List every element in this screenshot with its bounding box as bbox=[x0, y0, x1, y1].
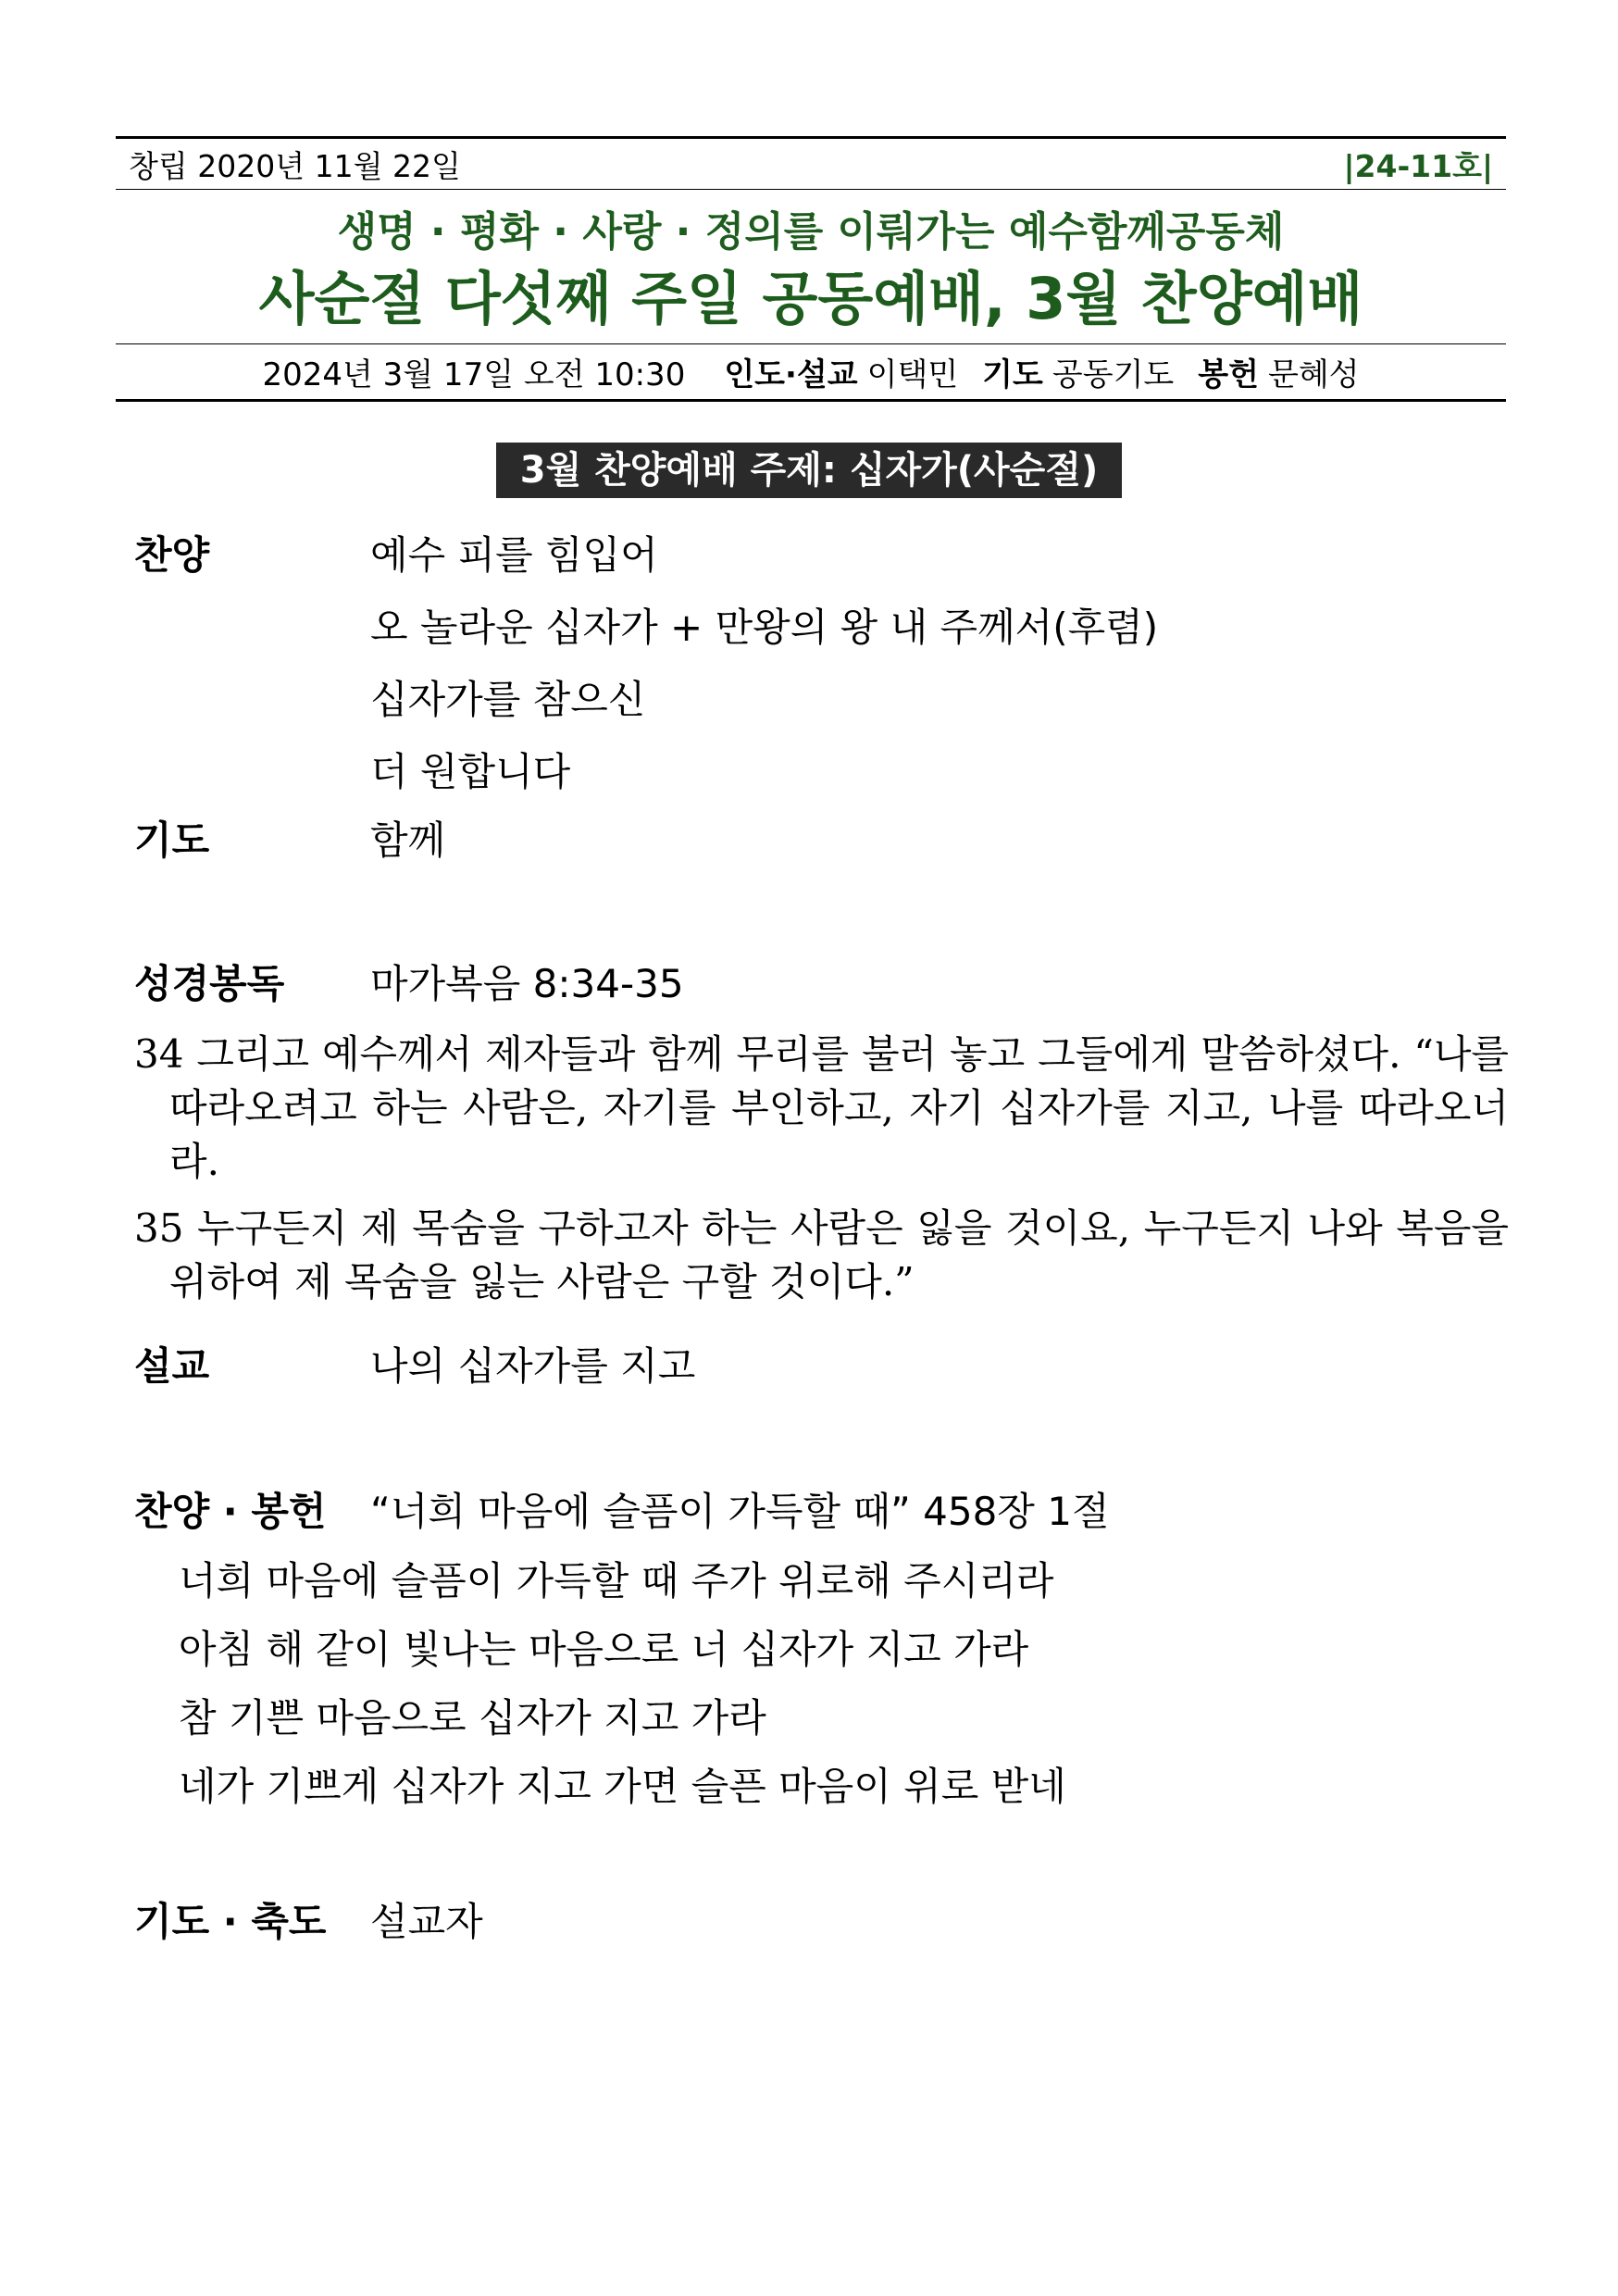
founded-rule bbox=[116, 189, 1506, 190]
praise-section bbox=[134, 530, 1158, 818]
praise-label: 찬양 bbox=[134, 532, 210, 578]
prayer-label: 기도 bbox=[134, 817, 210, 863]
benediction-section bbox=[134, 1896, 483, 1948]
prayer-leader-name: 공동기도 bbox=[1052, 356, 1175, 393]
founded-row bbox=[116, 139, 1506, 189]
offering-leader-name: 문혜성 bbox=[1267, 356, 1360, 393]
reading-section bbox=[134, 958, 684, 1010]
praise-songs bbox=[370, 530, 1158, 818]
lead-label: 인도·설교 bbox=[724, 356, 858, 393]
praise-song: 예수 피를 힘입어 bbox=[370, 532, 658, 578]
sermon-title: 나의 십자가를 지고 bbox=[370, 1343, 696, 1389]
scripture-text bbox=[134, 1028, 1509, 1322]
benediction-label: 기도 · 축도 bbox=[134, 1899, 327, 1944]
prayer-value: 함께 bbox=[370, 817, 446, 863]
lyric-line: 참 기쁜 마음으로 십자가 지고 가라 bbox=[179, 1695, 766, 1741]
praise-song: 십자가를 참으신 bbox=[370, 677, 646, 722]
offering-hymn-label: 찬양 · 봉헌 bbox=[134, 1489, 327, 1534]
service-datetime: 2024년 3월 17일 오전 10:30 bbox=[262, 356, 686, 393]
sermon-label: 설교 bbox=[134, 1343, 210, 1389]
info-rule bbox=[116, 399, 1506, 402]
prayer-leader-label: 기도 bbox=[982, 356, 1043, 393]
verse-34: 34 그리고 예수께서 제자들과 함께 무리를 불러 놓고 그들에게 말씀하셨다. “나를 따라오려고 하는 사람은, 자기를 부인하고, 자기 십자가를 지고, 나를 따라오너라. bbox=[134, 1031, 1509, 1184]
offering-hymn-title: “너희 마음에 슬픔이 가득할 때” 458장 1절 bbox=[370, 1489, 1110, 1534]
founded-date: 창립 2020년 11월 22일 bbox=[129, 147, 461, 184]
theme-text: 3월 찬양예배 주제: 십자가(사순절) bbox=[496, 443, 1123, 498]
offering-hymn-section bbox=[134, 1486, 1110, 1538]
lyric-line: 너희 마음에 슬픔이 가득할 때 주가 위로해 주시리라 bbox=[179, 1558, 1054, 1603]
lyric-line: 아침 해 같이 빛나는 마음으로 너 십자가 지고 가라 bbox=[179, 1627, 1029, 1672]
masthead bbox=[116, 136, 1506, 402]
praise-song: 오 놀라운 십자가 + 만왕의 왕 내 주께서(후렴) bbox=[370, 605, 1159, 650]
theme-banner bbox=[0, 443, 1618, 498]
reading-reference: 마가복음 8:34-35 bbox=[370, 961, 684, 1006]
benediction-value: 설교자 bbox=[370, 1899, 483, 1944]
hymn-lyrics bbox=[179, 1555, 1066, 1829]
service-title: 사순절 다섯째 주일 공동예배, 3월 찬양예배 bbox=[258, 265, 1363, 332]
motto: 생명 · 평화 · 사랑 · 정의를 이뤄가는 예수함께공동체 bbox=[337, 208, 1285, 256]
lyric-line: 네가 기쁘게 십자가 지고 가면 슬픈 마음이 위로 받네 bbox=[179, 1764, 1066, 1809]
verse-35: 35 누구든지 제 목숨을 구하고자 하는 사람은 잃을 것이요, 누구든지 나와 복음을 위하여 제 목숨을 잃는 사람은 구할 것이다.” bbox=[134, 1205, 1509, 1304]
lead-name: 이택민 bbox=[866, 356, 959, 393]
offering-leader-label: 봉헌 bbox=[1198, 356, 1259, 393]
sermon-section bbox=[134, 1341, 695, 1392]
issue-number: |24-11호| bbox=[1343, 147, 1493, 184]
reading-label: 성경봉독 bbox=[134, 961, 285, 1006]
prayer-section bbox=[134, 815, 445, 867]
service-info bbox=[116, 344, 1506, 399]
praise-song: 더 원합니다 bbox=[370, 749, 571, 794]
